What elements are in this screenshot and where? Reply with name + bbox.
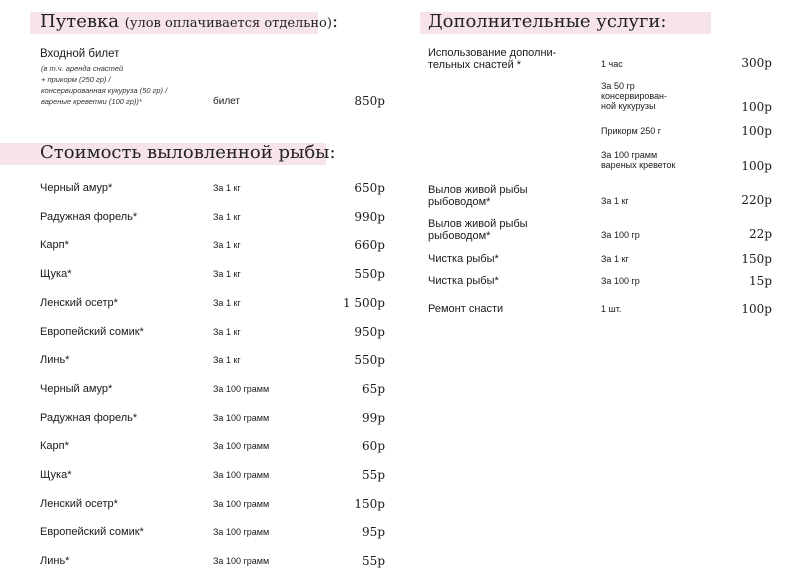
- service-row-name: Ремонт снасти: [428, 303, 504, 315]
- service-row-name: Чистка рыбы*: [428, 253, 499, 265]
- ticket-title-note: (улов оплачивается отдельно): [124, 16, 332, 31]
- catch-row-price: 550р: [354, 353, 385, 367]
- ticket-note-line: (в т.ч. аренда снастей: [41, 64, 124, 73]
- catch-row-unit: За 100 грамм: [213, 384, 270, 394]
- catch-row-price: 660р: [354, 238, 385, 252]
- ticket-unit: билет: [213, 96, 240, 107]
- catch-row-price: 60р: [362, 439, 385, 453]
- service-row-name: Вылов живой рыбы: [428, 184, 528, 196]
- service-row-unit: 1 час: [601, 59, 623, 69]
- service-row-price: 300р: [741, 56, 772, 70]
- catch-row-name: Черный амур*: [40, 383, 113, 395]
- service-row-price: 100р: [741, 302, 772, 316]
- catch-row-unit: За 1 кг: [213, 327, 241, 337]
- catch-row-price: 95р: [362, 525, 385, 539]
- service-row-name: Вылов живой рыбы: [428, 218, 528, 230]
- catch-row-price: 55р: [362, 554, 385, 568]
- service-row-price: 150р: [741, 252, 772, 266]
- ticket-heading: [40, 11, 338, 32]
- catch-row-unit: За 100 грамм: [213, 413, 270, 423]
- ticket-note-line: вареные креветки (100 гр))*: [41, 97, 142, 106]
- service-row-unit: 1 шт.: [601, 304, 622, 314]
- catch-row-name: Европейский сомик*: [40, 326, 144, 338]
- service-row-unit: За 100 гр: [601, 276, 640, 286]
- service-row-unit: вареных креветок: [601, 160, 676, 170]
- service-row-price: 100р: [741, 100, 772, 114]
- service-row-name: тельных снастей *: [428, 59, 522, 71]
- ticket-title: Путевка: [40, 11, 120, 32]
- catch-row-unit: За 1 кг: [213, 355, 241, 365]
- catch-row-unit: За 100 грамм: [213, 556, 270, 566]
- catch-row-name: Линь*: [40, 354, 70, 366]
- service-row-price: 220р: [741, 193, 772, 207]
- service-row-price: 100р: [741, 159, 772, 173]
- service-row-unit: За 1 кг: [601, 196, 629, 206]
- catch-row-unit: За 100 грамм: [213, 470, 270, 480]
- catch-row-price: 65р: [362, 382, 385, 396]
- ticket-title-colon: :: [331, 11, 339, 32]
- catch-row-name: Ленский осетр*: [40, 498, 118, 510]
- catch-row-unit: За 1 кг: [213, 269, 241, 279]
- catch-row-name: Карп*: [40, 239, 69, 251]
- ticket-item-name: Входной билет: [40, 48, 120, 60]
- service-row-unit: За 100 гр: [601, 230, 640, 240]
- service-row-price: 22р: [749, 227, 772, 241]
- service-row-unit: консервирован-: [601, 91, 667, 101]
- catch-row-price: 1 500р: [342, 296, 385, 310]
- catch-row-unit: За 1 кг: [213, 212, 241, 222]
- catch-row-name: Щука*: [40, 268, 72, 280]
- service-row-name: рыбоводом*: [428, 230, 491, 242]
- service-row-name: рыбоводом*: [428, 196, 491, 208]
- catch-row-name: Ленский осетр*: [40, 297, 118, 309]
- ticket-price: 850р: [354, 94, 385, 108]
- ticket-note-line: + прикорм (250 гр) /: [41, 75, 111, 84]
- catch-row-name: Радужная форель*: [40, 211, 138, 223]
- catch-row-unit: За 100 грамм: [213, 441, 270, 451]
- catch-row-unit: За 1 кг: [213, 298, 241, 308]
- catch-row-price: 150р: [354, 497, 385, 511]
- service-row-name: Чистка рыбы*: [428, 275, 499, 287]
- catch-row-price: 99р: [362, 411, 385, 425]
- catch-row-unit: За 1 кг: [213, 240, 241, 250]
- catch-heading: Стоимость выловленной рыбы:: [40, 142, 336, 163]
- service-row-unit: За 50 гр: [601, 81, 635, 91]
- catch-row-unit: За 1 кг: [213, 183, 241, 193]
- catch-row-name: Европейский сомик*: [40, 526, 144, 538]
- catch-row-name: Черный амур*: [40, 182, 113, 194]
- service-row-price: 15р: [749, 274, 772, 288]
- catch-row-name: Карп*: [40, 440, 69, 452]
- service-row-unit: ной кукурузы: [601, 101, 656, 111]
- catch-row-price: 950р: [354, 325, 385, 339]
- services-heading: Дополнительные услуги:: [428, 11, 667, 32]
- catch-row-unit: За 100 грамм: [213, 527, 270, 537]
- catch-row-name: Линь*: [40, 555, 70, 567]
- catch-row-price: 990р: [354, 210, 385, 224]
- service-row-price: 100р: [741, 124, 772, 138]
- service-row-unit: Прикорм 250 г: [601, 126, 662, 136]
- ticket-note-line: консервированная кукуруза (50 гр) /: [41, 86, 168, 95]
- catch-row-unit: За 100 грамм: [213, 499, 270, 509]
- service-row-name: Использование дополни-: [428, 47, 557, 59]
- catch-row-price: 550р: [354, 267, 385, 281]
- catch-row-name: Радужная форель*: [40, 412, 138, 424]
- service-row-unit: За 1 кг: [601, 254, 629, 264]
- catch-row-price: 650р: [354, 181, 385, 195]
- catch-row-name: Щука*: [40, 469, 72, 481]
- service-row-unit: За 100 грамм: [601, 150, 658, 160]
- catch-row-price: 55р: [362, 468, 385, 482]
